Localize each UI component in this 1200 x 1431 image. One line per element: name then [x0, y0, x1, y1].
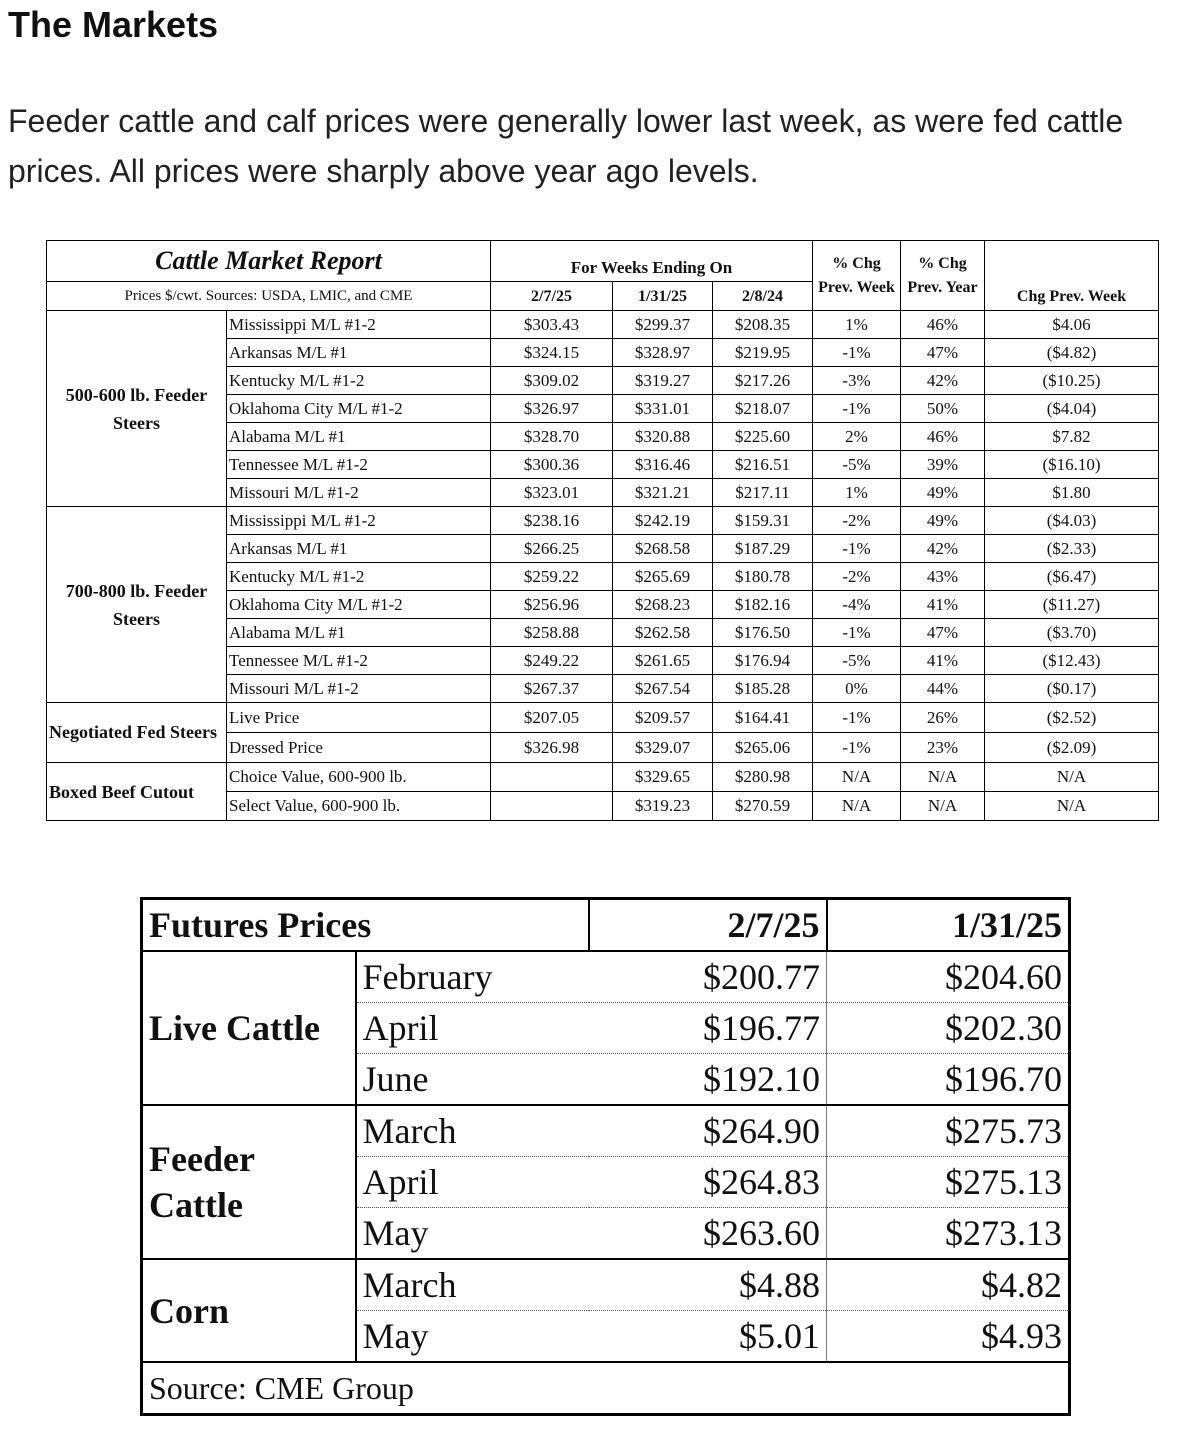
price-current: $266.25 [491, 535, 613, 563]
price-current: $249.22 [491, 647, 613, 675]
date-header: 1/31/25 [613, 282, 713, 311]
pct-chg-week: 2% [813, 423, 901, 451]
price-prev-week: $331.01 [613, 395, 713, 423]
price-current: $300.36 [491, 451, 613, 479]
group-label: Boxed Beef Cutout [47, 763, 227, 821]
futures-price-prev: $275.13 [827, 1157, 1070, 1208]
chg-prev-week: ($2.09) [985, 733, 1159, 763]
pct-chg-week: -1% [813, 619, 901, 647]
pct-chg-year: 44% [901, 675, 985, 703]
price-current: $326.98 [491, 733, 613, 763]
price-current [491, 792, 613, 821]
pct-chg-year: 42% [901, 367, 985, 395]
price-prev-week: $268.58 [613, 535, 713, 563]
futures-title: Futures Prices [142, 899, 589, 952]
pct-chg-week: -1% [813, 339, 901, 367]
price-current [491, 763, 613, 792]
price-current: $303.43 [491, 311, 613, 339]
chg-prev-week: ($10.25) [985, 367, 1159, 395]
market-name: Mississippi M/L #1-2 [227, 311, 491, 339]
price-current: $267.37 [491, 675, 613, 703]
pct-chg-year: 41% [901, 647, 985, 675]
date-header: 2/8/24 [713, 282, 813, 311]
price-prev-year: $216.51 [713, 451, 813, 479]
market-name: Kentucky M/L #1-2 [227, 367, 491, 395]
futures-price-prev: $204.60 [827, 951, 1070, 1003]
intro-paragraph: Feeder cattle and calf prices were generally lower last week, as were fed cattle prices. All prices were sharply above year ago levels. [8, 103, 1124, 189]
pct-chg-year: 50% [901, 395, 985, 423]
pct-chg-year: 39% [901, 451, 985, 479]
commodity-label: Feeder Cattle [142, 1105, 356, 1259]
chg-prev-week-header: Chg Prev. Week [985, 241, 1159, 311]
futures-row [142, 1259, 1070, 1311]
contract-month: March [356, 1105, 589, 1157]
contract-month: March [356, 1259, 589, 1311]
contract-month: February [356, 951, 589, 1003]
market-name: Dressed Price [227, 733, 491, 763]
group-label: 500-600 lb. Feeder Steers [47, 311, 227, 507]
price-current: $309.02 [491, 367, 613, 395]
price-current: $238.16 [491, 507, 613, 535]
chg-prev-week: ($6.47) [985, 563, 1159, 591]
pct-chg-year: 49% [901, 479, 985, 507]
futures-price-current: $200.77 [589, 951, 827, 1003]
pct-chg-week: -5% [813, 451, 901, 479]
chg-prev-week: ($4.03) [985, 507, 1159, 535]
price-prev-year: $159.31 [713, 507, 813, 535]
price-prev-year: $280.98 [713, 763, 813, 792]
contract-month: June [356, 1054, 589, 1106]
price-prev-week: $321.21 [613, 479, 713, 507]
price-prev-year: $185.28 [713, 675, 813, 703]
price-prev-year: $217.11 [713, 479, 813, 507]
pct-chg-year: 42% [901, 535, 985, 563]
futures-price-current: $5.01 [589, 1311, 827, 1363]
futures-source: Source: CME Group [149, 1369, 414, 1406]
price-prev-year: $182.16 [713, 591, 813, 619]
futures-price-prev: $275.73 [827, 1105, 1070, 1157]
pct-chg-prev-week-header: % Chg Prev. Week [813, 241, 901, 311]
cattle-market-report-table [46, 240, 1159, 821]
pct-chg-year: 41% [901, 591, 985, 619]
market-name: Tennessee M/L #1-2 [227, 451, 491, 479]
price-prev-week: $320.88 [613, 423, 713, 451]
futures-price-current: $264.83 [589, 1157, 827, 1208]
price-prev-week: $267.54 [613, 675, 713, 703]
market-name: Select Value, 600-900 lb. [227, 792, 491, 821]
pct-chg-year: 43% [901, 563, 985, 591]
market-name: Choice Value, 600-900 lb. [227, 763, 491, 792]
price-prev-year: $218.07 [713, 395, 813, 423]
futures-date-header: 2/7/25 [589, 899, 827, 952]
price-prev-week: $328.97 [613, 339, 713, 367]
price-current: $259.22 [491, 563, 613, 591]
futures-date-header: 1/31/25 [827, 899, 1070, 952]
commodity-label: Live Cattle [142, 951, 356, 1105]
price-prev-week: $319.23 [613, 792, 713, 821]
commodity-label: Corn [142, 1259, 356, 1362]
pct-chg-week: 1% [813, 311, 901, 339]
market-name: Alabama M/L #1 [227, 423, 491, 451]
chg-prev-week: $4.06 [985, 311, 1159, 339]
market-name: Arkansas M/L #1 [227, 339, 491, 367]
price-current: $324.15 [491, 339, 613, 367]
pct-chg-week: -3% [813, 367, 901, 395]
price-prev-year: $217.26 [713, 367, 813, 395]
date-header: 2/7/25 [491, 282, 613, 311]
market-name: Live Price [227, 703, 491, 733]
contract-month: May [356, 1208, 589, 1260]
market-name: Alabama M/L #1 [227, 619, 491, 647]
chg-prev-week: ($11.27) [985, 591, 1159, 619]
price-prev-week: $299.37 [613, 311, 713, 339]
chg-prev-week: $7.82 [985, 423, 1159, 451]
group-label: 700-800 lb. Feeder Steers [47, 507, 227, 703]
futures-price-prev: $4.93 [827, 1311, 1070, 1363]
futures-price-current: $264.90 [589, 1105, 827, 1157]
futures-price-prev: $4.82 [827, 1259, 1070, 1311]
price-prev-year: $208.35 [713, 311, 813, 339]
chg-prev-week: N/A [985, 763, 1159, 792]
futures-price-prev: $273.13 [827, 1208, 1070, 1260]
chg-prev-week: ($0.17) [985, 675, 1159, 703]
price-prev-year: $164.41 [713, 703, 813, 733]
pct-chg-year: 26% [901, 703, 985, 733]
pct-chg-week: -5% [813, 647, 901, 675]
price-prev-week: $265.69 [613, 563, 713, 591]
price-current: $207.05 [491, 703, 613, 733]
report-title: Cattle Market Report [47, 241, 491, 282]
chg-prev-week: ($12.43) [985, 647, 1159, 675]
pct-chg-year: 46% [901, 423, 985, 451]
price-prev-week: $329.65 [613, 763, 713, 792]
futures-prices-table [140, 897, 1071, 1416]
chg-prev-week: ($3.70) [985, 619, 1159, 647]
pct-chg-year: 47% [901, 619, 985, 647]
price-prev-year: $187.29 [713, 535, 813, 563]
price-prev-week: $209.57 [613, 703, 713, 733]
market-name: Oklahoma City M/L #1-2 [227, 395, 491, 423]
price-current: $326.97 [491, 395, 613, 423]
price-prev-week: $268.23 [613, 591, 713, 619]
pct-chg-year: N/A [901, 763, 985, 792]
futures-price-current: $263.60 [589, 1208, 827, 1260]
chg-prev-week: ($2.33) [985, 535, 1159, 563]
price-prev-year: $270.59 [713, 792, 813, 821]
pct-chg-week: N/A [813, 792, 901, 821]
pct-chg-week: -2% [813, 507, 901, 535]
report-row [47, 703, 1159, 733]
chg-prev-week: ($16.10) [985, 451, 1159, 479]
contract-month: April [356, 1157, 589, 1208]
price-current: $323.01 [491, 479, 613, 507]
pct-chg-week: -1% [813, 395, 901, 423]
market-name: Mississippi M/L #1-2 [227, 507, 491, 535]
market-name: Oklahoma City M/L #1-2 [227, 591, 491, 619]
report-body [47, 311, 1159, 821]
group-label: Negotiated Fed Steers [47, 703, 227, 763]
pct-chg-week: -2% [813, 563, 901, 591]
contract-month: April [356, 1003, 589, 1054]
pct-chg-prev-year-header: % Chg Prev. Year [901, 241, 985, 311]
pct-chg-week: -1% [813, 733, 901, 763]
pct-chg-year: 46% [901, 311, 985, 339]
pct-chg-week: -1% [813, 535, 901, 563]
report-row [47, 763, 1159, 792]
price-current: $256.96 [491, 591, 613, 619]
futures-price-current: $196.77 [589, 1003, 827, 1054]
price-prev-year: $180.78 [713, 563, 813, 591]
futures-price-prev: $202.30 [827, 1003, 1070, 1054]
futures-price-current: $4.88 [589, 1259, 827, 1311]
pct-chg-week: -4% [813, 591, 901, 619]
market-name: Arkansas M/L #1 [227, 535, 491, 563]
futures-body [142, 951, 1070, 1362]
market-name: Missouri M/L #1-2 [227, 675, 491, 703]
chg-prev-week: ($4.82) [985, 339, 1159, 367]
pct-chg-week: 1% [813, 479, 901, 507]
price-prev-week: $262.58 [613, 619, 713, 647]
weeks-ending-header: For Weeks Ending On [491, 241, 813, 282]
pct-chg-year: 23% [901, 733, 985, 763]
price-prev-year: $225.60 [713, 423, 813, 451]
futures-price-prev: $196.70 [827, 1054, 1070, 1106]
price-prev-year: $265.06 [713, 733, 813, 763]
page-heading: The Markets [8, 4, 219, 45]
pct-chg-week: N/A [813, 763, 901, 792]
price-current: $258.88 [491, 619, 613, 647]
market-name: Tennessee M/L #1-2 [227, 647, 491, 675]
price-prev-week: $329.07 [613, 733, 713, 763]
futures-row [142, 951, 1070, 1003]
price-prev-week: $261.65 [613, 647, 713, 675]
pct-chg-year: N/A [901, 792, 985, 821]
report-row [47, 311, 1159, 339]
chg-prev-week: $1.80 [985, 479, 1159, 507]
price-prev-week: $242.19 [613, 507, 713, 535]
futures-price-current: $192.10 [589, 1054, 827, 1106]
price-prev-year: $176.94 [713, 647, 813, 675]
price-prev-year: $176.50 [713, 619, 813, 647]
pct-chg-year: 49% [901, 507, 985, 535]
chg-prev-week: ($2.52) [985, 703, 1159, 733]
chg-prev-week: ($4.04) [985, 395, 1159, 423]
futures-row [142, 1105, 1070, 1157]
report-sources: Prices $/cwt. Sources: USDA, LMIC, and CME [47, 282, 491, 311]
pct-chg-week: 0% [813, 675, 901, 703]
pct-chg-week: -1% [813, 703, 901, 733]
chg-prev-week: N/A [985, 792, 1159, 821]
price-prev-week: $319.27 [613, 367, 713, 395]
price-prev-week: $316.46 [613, 451, 713, 479]
market-name: Missouri M/L #1-2 [227, 479, 491, 507]
price-prev-year: $219.95 [713, 339, 813, 367]
contract-month: May [356, 1311, 589, 1363]
pct-chg-year: 47% [901, 339, 985, 367]
price-current: $328.70 [491, 423, 613, 451]
report-row [47, 507, 1159, 535]
market-name: Kentucky M/L #1-2 [227, 563, 491, 591]
